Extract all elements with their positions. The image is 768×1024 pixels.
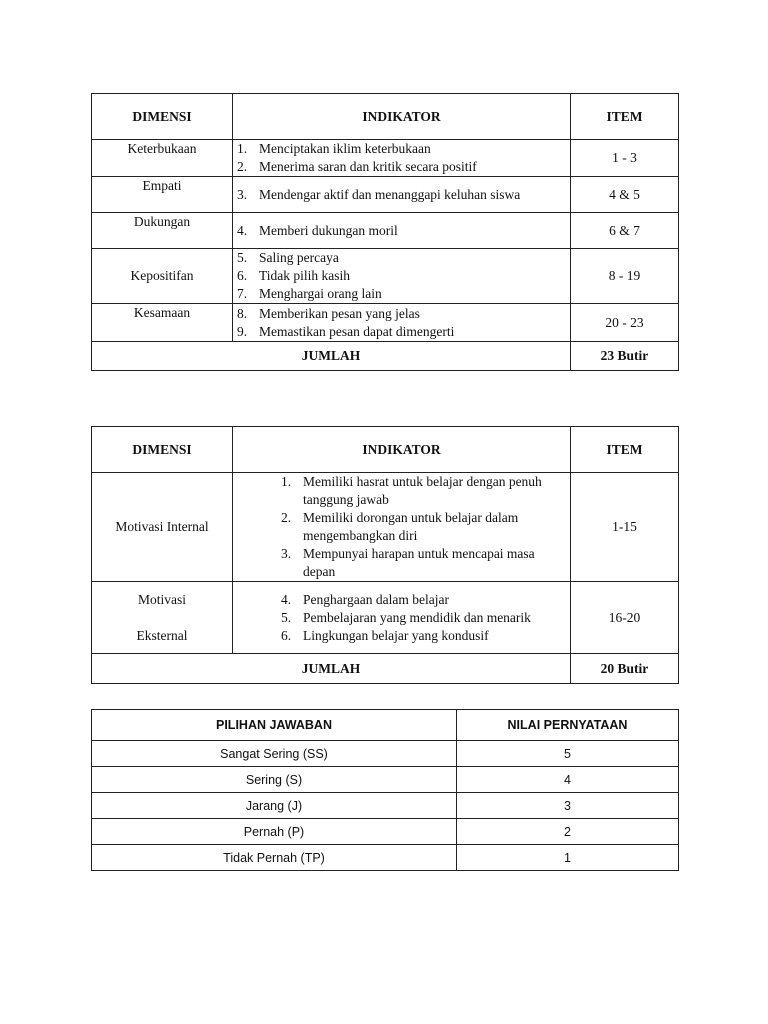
item-cell: 20 - 23: [571, 304, 679, 342]
list-item: 6. Lingkungan belajar yang kondusif: [281, 627, 489, 643]
indikator-cell: [233, 304, 571, 342]
total-label: JUMLAH: [92, 654, 571, 684]
nilai-cell: 3: [457, 793, 679, 819]
dimensi-cell: Keterbukaan: [92, 140, 233, 177]
item-cell: 8 - 19: [571, 249, 679, 304]
nilai-cell: 2: [457, 819, 679, 845]
indikator-cell: [233, 582, 571, 654]
list-item: 2. Memiliki dorongan untuk belajar dalam mengembangkan diri: [281, 510, 519, 543]
header-indikator: INDIKATOR: [233, 427, 571, 473]
header-pilihan-jawaban: PILIHAN JAWABAN: [92, 710, 457, 741]
pilihan-cell: Sering (S): [92, 767, 457, 793]
total-value: 23 Butir: [571, 342, 679, 371]
table-row: [92, 767, 679, 793]
list-item: 2. Menerima saran dan kritik secara positif: [237, 159, 477, 174]
list-item: 8. Memberikan pesan yang jelas: [237, 305, 420, 321]
item-cell: 1 - 3: [571, 140, 679, 177]
table-row: [92, 213, 679, 249]
dimensi-line: Motivasi: [137, 591, 186, 607]
list-item: 4. Memberi dukungan moril: [237, 222, 398, 238]
pilihan-cell: Jarang (J): [92, 793, 457, 819]
table-row: [92, 249, 679, 304]
list-item: 3. Mendengar aktif dan menanggapi keluhan siswa: [237, 186, 521, 202]
header-indikator: INDIKATOR: [233, 94, 571, 140]
dimension-table-1: [91, 93, 679, 371]
indikator-cell: [233, 249, 571, 304]
nilai-cell: 4: [457, 767, 679, 793]
table-row: [92, 793, 679, 819]
item-cell: 16-20: [571, 582, 679, 654]
answer-options-table: [91, 709, 679, 871]
header-item: ITEM: [571, 94, 679, 140]
list-item: 5. Saling percaya: [237, 250, 339, 265]
indikator-cell: [233, 177, 571, 213]
item-cell: 1-15: [571, 473, 679, 582]
table-row: [92, 304, 679, 342]
list-item: 7. Menghargai orang lain: [237, 286, 382, 301]
header-item: ITEM: [571, 427, 679, 473]
header-nilai-pernyataan: NILAI PERNYATAAN: [457, 710, 679, 741]
total-value: 20 Butir: [571, 654, 679, 684]
list-item: 9. Memastikan pesan dapat dimengerti: [237, 323, 455, 339]
table-row: [92, 140, 679, 177]
indikator-cell: [233, 140, 571, 177]
dimensi-cell: Motivasi Internal: [92, 473, 233, 582]
table-row: [92, 819, 679, 845]
pilihan-cell: Sangat Sering (SS): [92, 741, 457, 767]
total-row: [92, 654, 679, 684]
dimensi-cell: Empati: [92, 177, 233, 213]
item-cell: 4 & 5: [571, 177, 679, 213]
dimensi-line: Eksternal: [136, 627, 188, 643]
table-row: [92, 582, 679, 654]
item-cell: 6 & 7: [571, 213, 679, 249]
table-row: [92, 177, 679, 213]
table-row: [92, 741, 679, 767]
nilai-cell: 5: [457, 741, 679, 767]
list-item: 1. Memiliki hasrat untuk belajar dengan penuh tanggung jawab: [281, 474, 542, 507]
table-row: [92, 845, 679, 871]
list-item: 3. Mempunyai harapan untuk mencapai masa depan: [281, 546, 535, 579]
dimensi-cell: [92, 582, 233, 654]
indikator-cell: [233, 473, 571, 582]
dimensi-cell: Kesamaan: [92, 304, 233, 342]
list-item: 6. Tidak pilih kasih: [237, 268, 351, 283]
list-item: 4. Penghargaan dalam belajar: [281, 591, 449, 607]
dimensi-cell: Dukungan: [92, 213, 233, 249]
dimension-table-2: [91, 426, 679, 684]
pilihan-cell: Pernah (P): [92, 819, 457, 845]
dimensi-cell: Kepositifan: [92, 249, 233, 304]
table-row: [92, 473, 679, 582]
list-item: 1. Menciptakan iklim keterbukaan: [237, 141, 431, 156]
total-label: JUMLAH: [92, 342, 571, 371]
header-dimensi: DIMENSI: [92, 427, 233, 473]
nilai-cell: 1: [457, 845, 679, 871]
indikator-cell: [233, 213, 571, 249]
header-dimensi: DIMENSI: [92, 94, 233, 140]
total-row: [92, 342, 679, 371]
pilihan-cell: Tidak Pernah (TP): [92, 845, 457, 871]
list-item: 5. Pembelajaran yang mendidik dan menarik: [281, 609, 531, 625]
